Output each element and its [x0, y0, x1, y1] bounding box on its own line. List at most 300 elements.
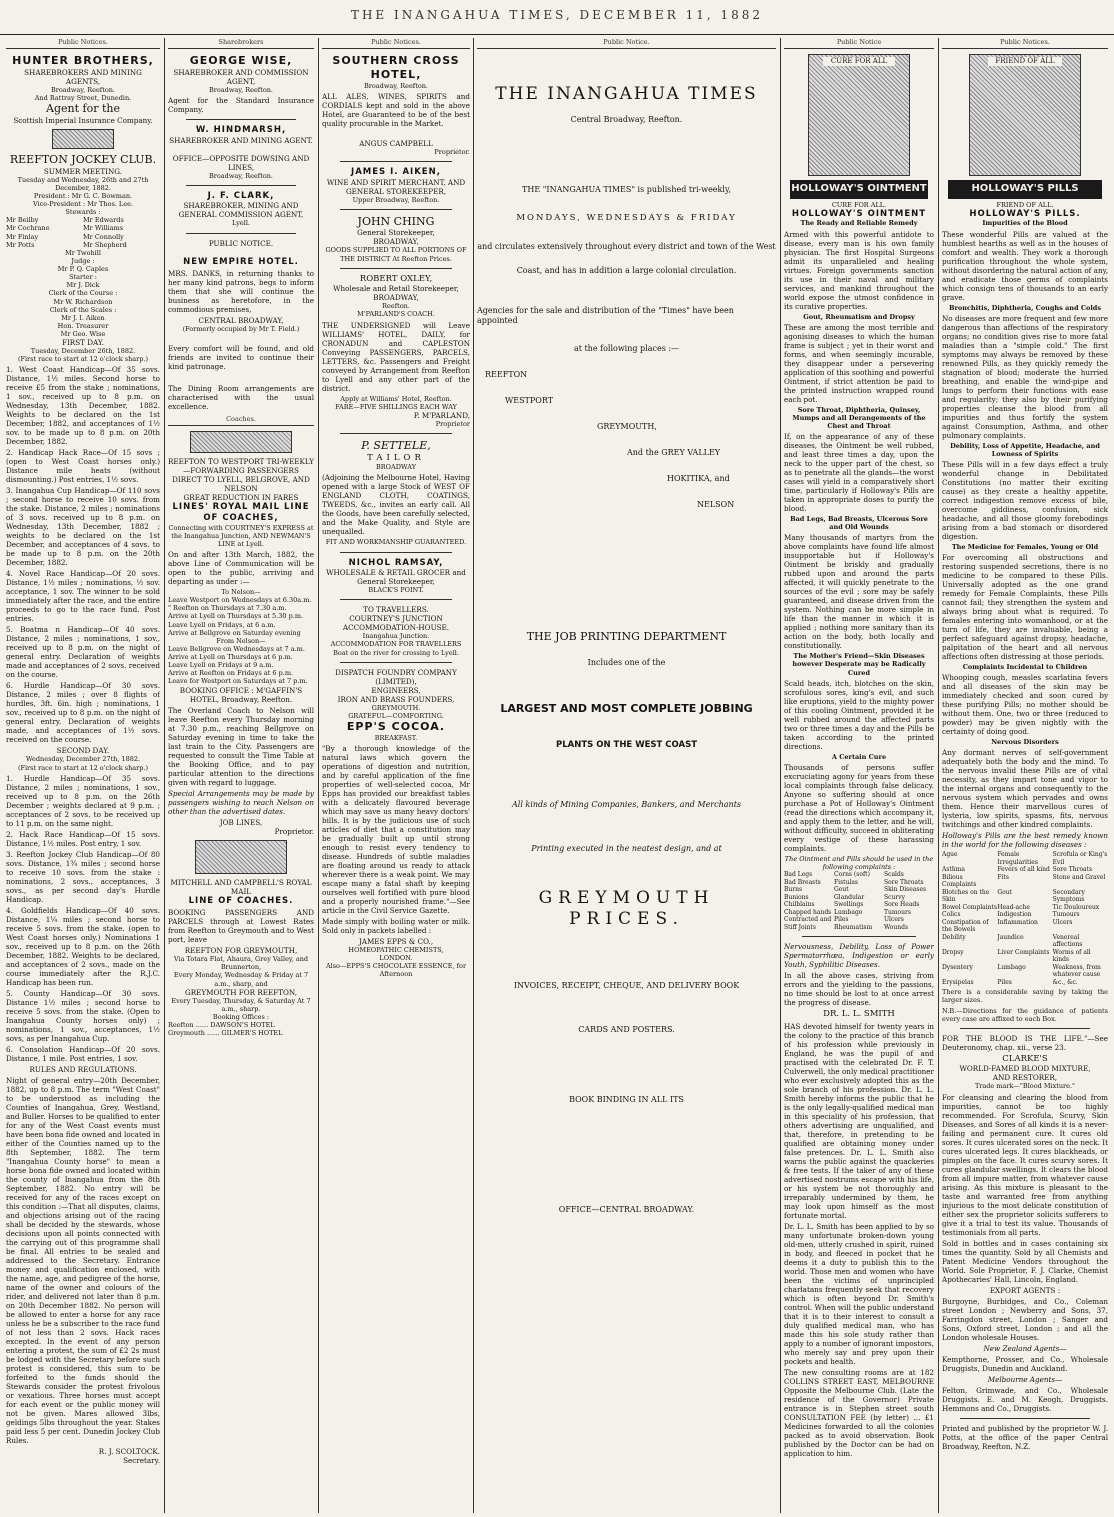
first-day-races: [6, 365, 160, 744]
race-entry: 2. Handicap Hack Race—Of 15 sovs ; (open to West Coast horses only.) Distance mile heats (without dismounting.) Post entries, 1½ sovs.: [6, 448, 160, 485]
times-circulation-2: Coast, and has in addition a large colonial circulation.: [516, 266, 737, 275]
wise-agent: Agent for the Standard Insurance Company.: [168, 96, 314, 114]
hunter-title: HUNTER BROTHERS,: [12, 54, 154, 68]
times-office: OFFICE—CENTRAL BROADWAY.: [558, 1204, 695, 1214]
column-4: [477, 38, 776, 1513]
foundry-title: DISPATCH FOUNDRY COMPANY (LIMITED),: [335, 667, 457, 686]
steward: Mr Beilby: [6, 216, 39, 225]
divider: [802, 936, 916, 937]
pills-text: No diseases are more frequent and few more dangerous than affections of the respiratory organs; no condition gives rise to more fatal maladies than a "simple cold." The first symptoms may always be removed by these renowned Pills, as they quickly remedy the stagnation of blood; moderate the hurried breathing, and enable the wind-pipe and lungs to perform their functions with ease and regularity; they also by their purifying properties cleanse the blood from all impurities and thus fortify the system against Consumption, Asthma, and other pulmonary complaints.: [942, 313, 1108, 440]
secretary-name: R. J. SCOLTOCK.: [98, 1446, 160, 1456]
remedy-text: Thousands of persons suffer excruciating agony for years from these local complaints through false delicacy. Anyone so suffering should at once purchase a Pot of Holloway's Ointment (read the directions which accompany it, and apply them to the letter, and he will, without difficulty, succeed in obliterating every vestige of these harassing complaints.: [784, 762, 934, 853]
tailor-guarantee: FIT AND WORKMANSHIP GUARANTEED.: [325, 538, 467, 547]
hunter-addr2: And Rattray Street, Dunedin.: [34, 94, 132, 102]
horse-icon: [52, 129, 114, 149]
doctor-text: HAS devoted himself for twenty years in the colony to the practice of this branch of his profession while previously in England, he was the pupil of and practised with the celebrated Dr. F. T. Culverwell, the only medical practitioner who ever exclusively adopted this as the sole branch of his profession. Dr. L. L. Smith hereby informs the public that he is the only legally-qualified medical man in this speciality of his profession, that others advertising are unqualified, and that, therefore, in pretending to be qualified are obtaining money under false pretences. Dr. L. L. Smith also warns the public against the quackeries & free tests. If the taker of any of these advertised nostrums escape with his life, or his system be not thoroughly and irreparably undermined by them, he may look upon himself as the most fortunate mortal.: [784, 1021, 934, 1220]
ointment-banner: HOLLOWAY'S OINTMENT: [790, 180, 928, 199]
ching-title: JOHN CHING: [357, 214, 435, 228]
first-day-heading: FIRST DAY.: [61, 338, 104, 348]
pills-text: These Pills will in a few days effect a truly wonderful change in Debilitated Constitutions (no matter their exciting cause) as they create a healthy appetite, correct indigestion remove excess of bile, overcome giddiness, confusion, sick headache, and all those gloomy forebodings arising from a bad stomach or disordered digestion.: [942, 459, 1108, 541]
office-greymouth: Greymouth ...... GILMER'S HOTEL: [168, 1029, 283, 1038]
scales-name: Mr J. I. Aiken: [61, 313, 105, 322]
epps-also: Also—EPPS'S CHOCOLATE ESSENCE, for Afternoon: [325, 962, 467, 979]
race-entry: 6. Hurdle Handicap—Of 30 sovs. Distance, 2 miles ; over 8 flights of hurdles, 3ft. 6in. high ; nominations, 1 sov., received up to 8 p.m. on the night of general entry. Declaration of weights made, and acceptances of 1½ sovs. received on the course.: [6, 681, 160, 745]
disease-item: Stone and Gravel: [1052, 873, 1106, 881]
foundry-town: GREYMOUTH.: [371, 703, 421, 712]
column-rule: [938, 38, 939, 1513]
steward: Mr Connolly: [83, 232, 124, 241]
race-entry: 6. Consolation Handicap—Of 20 sovs. Distance, 1 mile. Post entries, 1 sov.: [6, 1044, 160, 1063]
hindmarsh-addr: Broadway, Reefton.: [209, 171, 273, 180]
timetable-line: Leave Lyell on Fridays at 9 a.m.: [168, 661, 274, 670]
steward: Mr Shepherd: [83, 240, 127, 249]
agency-town: GREYMOUTH,: [597, 422, 657, 431]
courtney-title: COURTNEY'S JUNCTION ACCOMMODATION-HOUSE.: [342, 614, 450, 633]
export-agents: Burgoyne, Burbidges, and Co., Coleman street London ; Newberry and Sons, 37, Farringdon street, London ; Sanger and Sons, Oxford street, London ; and all the London wholesale Houses.: [942, 1296, 1108, 1342]
pills-text: These wonderful Pills are valued at the humblest hearths as well as in the houses of comfort and wealth. They work a thorough purification throughout the whole system, without disordering the natural action of any, and eradicate those germs of complaints which consign tens of thousands to an early grave.: [942, 229, 1108, 302]
agency-town: NELSON: [697, 500, 735, 509]
agency-town: HOKITIKA, and: [667, 474, 730, 483]
column-header: Public Notices.: [322, 38, 470, 49]
wise-addr: Broadway, Reefton.: [209, 85, 273, 94]
second-day-start: (First race to start at 12 o'clock sharp.): [17, 763, 149, 772]
mparland-fare: FARE—FIVE SHILLINGS EACH WAY: [335, 402, 457, 411]
remedy-text: Scald heads, itch, blotches on the skin, scrofulous sores, king's evil, and such like eruptions, yield to the mighty power of this cooling Ointment, provided it be well rubbed around the affected parts two or three times a day and the Pills be taken according to the printed directions.: [784, 678, 934, 751]
secretary-role: Secretary.: [123, 1455, 160, 1465]
proprietor-role: Proprietor.: [274, 826, 314, 836]
courtney-boat: Boat on the river for crossing to Lyell.: [333, 648, 459, 657]
steward: Mr Finlay: [6, 232, 39, 241]
remedy-text: These are among the most terrible and agonising diseases to which the human frame is subject ; yet in their worst and forms, and when seemingly incurable, they disappear under a persevering application of this soothing and powerful Ointment, if strict attention be paid to the printed instruction wrapped round each pot.: [784, 322, 934, 404]
disease-item: Debility: [942, 933, 966, 941]
clarke-text-2: Sold in bottles and in cases containing six times the quantity. Sold by all Chemists and Patent Medicine Vendors throughout the World. Sole Proprietor, F. J. Clarke, Chemist Apothecaries' Hall, Lincoln, England.: [942, 1238, 1108, 1284]
pills-text: Whooping cough, measles scarlatina fevers and all diseases of the skin may be immediately checked and soon cured by these purifying Pills; no mother should be without them. One, two or three (reduced to powder) may be given nightly with the certainty of doing good.: [942, 673, 1108, 737]
coach-icon: [190, 431, 292, 453]
complaint-item: Chapped hands: [784, 908, 832, 916]
greymouth-for-reefton: GREYMOUTH FOR REEFTON,: [184, 987, 298, 997]
complaint-item: Scalds: [884, 871, 904, 878]
clarke-trademark: Trade mark—"Blood Mixture.": [974, 1082, 1076, 1091]
southern-cross-addr: Broadway, Reefton.: [364, 81, 428, 90]
clarke-title-2: WORLD-FAMED BLOOD MIXTURE,: [959, 1064, 1091, 1074]
hunter-addr1: Broadway, Reefton.: [51, 85, 115, 94]
booking-offices: Booking Offices :: [212, 1012, 270, 1021]
pills-seal-text: FRIEND OF ALL: [988, 57, 1062, 66]
overland-text: The Overland Coach to Nelson will leave Reefton every Thursday morning at 7.30 p.m., reaching Bellgrove on Saturday evening in time to take the last train to the City. Passengers are requested to consult the Time Table at the Booking Office, and to pay particular attention to the directions given with regard to luggage.: [168, 705, 314, 787]
doctor-title: DR. L. L. SMITH: [823, 1009, 895, 1019]
race-entry: 3. Reefton Jockey Club Handicap—Of 80 sovs. Distance, 1¾ miles ; second horse to receive 10 sovs. from the stake : nominations, 2 sovs., acceptances, 3 sovs., as per second day's Hurdle Handicap.: [6, 849, 160, 904]
complaint-item: Corns (soft): [834, 871, 870, 878]
president: President : Mr G. C. Bowman.: [33, 191, 133, 200]
diseases-list: [942, 851, 1108, 986]
disease-item: Dysentery: [942, 963, 973, 971]
times-agencies: Agencies for the sale and distribution of the "Times" have been appointed: [477, 306, 734, 325]
clark-addr: Lyell.: [232, 219, 250, 228]
times-addr: Central Broadway, Reefton.: [570, 115, 683, 125]
disease-item: Bilious Complaints: [942, 873, 977, 889]
timetable-line: Leave Bellgrove on Wednesdays at 7 a.m.: [168, 644, 305, 653]
timetable-to-nelson: [168, 596, 314, 637]
hygeia-figure-icon: [808, 54, 910, 176]
aiken-title: JAMES I. AIKEN,: [351, 166, 441, 177]
epps-breakfast: BREAKFAST.: [374, 733, 418, 742]
job-binding: BOOK BINDING IN ALL ITS: [569, 1094, 684, 1104]
from-nelson-heading: From Nelson—: [216, 636, 266, 645]
settele-title: P. SETTELE,: [361, 438, 431, 452]
empire-hotel-text: MRS. DANKS, in returning thanks to her many kind patrons, begs to inform them that she will continue the business as heretofore, in the commodious premises,: [168, 269, 314, 315]
empire-hotel-addr: CENTRAL BROADWAY,: [198, 316, 284, 326]
complaint-item: Wounds: [884, 923, 909, 931]
hindmarsh-sub: SHAREBROKER AND MINING AGENT.: [169, 135, 313, 145]
southern-cross-title: SOUTHERN CROSS HOTEL,: [332, 54, 460, 81]
job-printing-title: THE JOB PRINTING DEPARTMENT: [526, 630, 727, 643]
complaint-item: Fistulas: [834, 878, 859, 886]
complaints-heading: The Ointment and Pills should be used in the following complaints :: [784, 854, 934, 871]
empire-hotel-former: (Formerly occupied by Mr T. Field.): [182, 325, 300, 334]
wise-sub: SHAREBROKER AND COMMISSION AGENT,: [173, 67, 309, 86]
britannia-figure-icon: [969, 54, 1081, 176]
column-6: [942, 38, 1108, 1513]
oxley-town: Reefton.: [382, 302, 410, 311]
lines-title: LINES' ROYAL MAIL LINE OF COACHES,: [172, 502, 310, 523]
disease-item: Worms of all kinds: [1052, 948, 1091, 964]
pills-heading: Nervous Disorders: [991, 738, 1059, 747]
aiken-addr: Upper Broadway, Reefton.: [352, 195, 440, 204]
courtney-junction: Inangahua Junction.: [362, 632, 430, 641]
scales-label: Clerk of the Scales :: [49, 305, 117, 314]
courtney-accommodation: ACCOMMODATION FOR TRAVELLERS: [330, 640, 462, 649]
column-header: Public Notice: [784, 38, 934, 49]
disease-item: Sore Throats: [1052, 866, 1093, 874]
job-includes: Includes one of the: [587, 657, 666, 667]
first-day-start: (First race to start at 12 o'clock sharp.): [17, 355, 149, 364]
agency-town: And the GREY VALLEY: [627, 448, 721, 457]
divider: [340, 209, 452, 210]
vice-president: Vice-President : Mr Thos. Lee.: [32, 200, 134, 208]
job-printing: Printing executed in the neatest design, and at: [531, 844, 722, 854]
job-invoices: INVOICES, RECEIPT, CHEQUE, AND DELIVERY BOOK: [513, 980, 740, 990]
hindmarsh-office: OFFICE—OPPOSITE DOWSING AND LINES,: [172, 153, 310, 172]
nz-heading: New Zealand Agents—: [983, 1343, 1067, 1353]
timetable-from-nelson: [168, 645, 314, 686]
melbourne-agents: Felton, Grimwade, and Co., Wholesale Druggists. E. and M. Keogh, Druggists. Hemmons and Co., Druggists.: [942, 1385, 1108, 1413]
disease-item: Ague: [942, 851, 958, 859]
divider: [186, 119, 296, 120]
campbell-role: Proprietor.: [434, 147, 470, 156]
stagecoach-icon: [195, 840, 287, 874]
tailor-addr: BROADWAY: [376, 463, 416, 472]
hunter-sub: SHAREBROKERS AND MINING AGENTS,: [24, 67, 142, 86]
column-rule: [164, 38, 165, 1513]
column-rule: [780, 38, 781, 1513]
timetable-line: Leave Lyell on Fridays, at 6 a.m.: [168, 620, 276, 629]
pills-heading: Complaints Incidental to Children: [962, 663, 1088, 671]
timetable-line: Leave for Westport on Saturdays at 7 p.m.: [168, 677, 308, 686]
column-header: Sharebrokers: [168, 38, 314, 49]
mparland-apply: Apply at Williams' Hotel, Reefton.: [340, 394, 452, 403]
pills-text: Any dormant nerves of self-government adequately both the body and the mind. To the nervous invalid these Pills are of vital necessity, as they impart tone and vigor to the internal organs and consequently to the nervous system which pervades and owns them. Hence their marvellous cures of lysteria, low spirits, spasms, fits, nervous twitchings and other kindred complaints.: [942, 748, 1108, 830]
mparland-name: P. M'PARLAND,: [413, 410, 470, 420]
disease-item: Tic Douloureux: [1052, 903, 1100, 911]
complaint-item: Glandular: [834, 893, 865, 901]
pills-text: For overcoming all obstructions and restoring suspended secretions, there is no medicine to be compared to these Pills. Universally adopted as the one grand remedy for Female Complaints, these Pills cannot fail; they strengthen the system and always bring about what is required. To females entering into womanhood, or at the turn of life, they are invaluable, being a perfect safeguard against dropsy, headache, palpitation of the heart and all nervous affections often distressing at those periods.: [942, 553, 1108, 661]
epps-company: JAMES EPPS & CO.,: [358, 936, 434, 946]
divider: [340, 161, 452, 162]
ointment-cure: CURE FOR ALL.: [831, 200, 887, 209]
race-entry: 3. Inangahua Cup Handicap—Of 110 sovs ; second horse to receive 10 sovs. from the stake. Distance, 2 miles ; nominations of 3 sovs. received up to 8 p.m. on Wednesday, 13th December, 1882 ; weights to be declared on the 1st December, and acceptances of 4 sovs. to be made up to 8 p.m. on the 20th December, 1882.: [6, 486, 160, 568]
epps-role: HOMEOPATHIC CHEMISTS,: [348, 945, 444, 954]
timetable-line: Arrive at Reefton on Fridays at 6 p.m.: [168, 669, 294, 678]
empire-hotel-comfort: Every comfort will be found, and old friends are invited to continue their kind patronage.: [168, 344, 314, 372]
column-2: [168, 38, 314, 1513]
divider: [340, 552, 452, 553]
timetable-line: Arrive at Lyell on Thursdays at 6 p.m.: [168, 653, 293, 661]
mitchell-coaches: LINE OF COACHES.: [188, 895, 294, 906]
disease-item: Fits: [997, 873, 1009, 881]
complaint-item: Gout: [834, 886, 849, 893]
disease-item: Colics: [942, 911, 961, 919]
second-day-races: [6, 774, 160, 1063]
steward: Mr Potts: [6, 240, 35, 249]
wise-title: GEORGE WISE,: [189, 54, 293, 68]
disease-item: Jaundice: [997, 933, 1024, 941]
remedy-text: If, on the appearance of any of these diseases, the Ointment be well rubbed, and least three times a day, upon the neck to the upper part of the chest, so as to penetrate all the glands—the worst cases will yield in a comparatively short time, particularly if Holloway's Pills are taken in appropriate doses to purify the blood.: [784, 432, 934, 513]
oxley-title: ROBERT OXLEY,: [359, 273, 433, 284]
job-largest: LARGEST AND MOST COMPLETE JOBBING: [500, 701, 753, 715]
job-plants: PLANTS ON THE WEST COAST: [556, 739, 697, 750]
pills-heading: Debility, Loss of Appetite, Headache, and Lowness of Spirits: [950, 441, 1100, 458]
times-published: THE "INANGAHUA TIMES" is published tri-weekly,: [522, 185, 731, 195]
complaint-item: Contracted and: [784, 916, 832, 923]
divider: [340, 268, 452, 269]
timetable-line: " Reefton on Thursdays at 7.30 a.m.: [168, 604, 287, 613]
column-header: Public Notices.: [942, 38, 1108, 49]
ramsay-sub: WHOLESALE & RETAIL GROCER and General Storekeeper,: [326, 568, 466, 587]
remedy-heading: A Certain Cure: [831, 752, 887, 761]
club-title: REEFTON JOCKEY CLUB.: [9, 152, 157, 166]
hindmarsh-title: W. HINDMARSH,: [195, 125, 287, 135]
epps-title: EPP'S COCOA.: [346, 719, 446, 733]
starter-label: Starter :: [69, 273, 97, 282]
ointment-head: HOLLOWAY'S OINTMENT: [791, 208, 927, 219]
treasurer-label: Hon. Treasurer: [57, 321, 109, 330]
hunter-agent2: Scottish Imperial Insurance Company.: [13, 115, 153, 125]
lines-text: On and after 13th March, 1882, the above Line of Communication will be open to the public, arriving and departing as under :—: [168, 550, 314, 586]
remedy-text: Armed with this powerful antidote to disease, every man is his own family physician. The first Hospital Surgeons admit its unparalleled and healing virtues. Foreign governments sanction its use in their naval and military services, and mankind throughout the world expose the utmost confidence in its curative properties.: [784, 229, 934, 311]
special-arrangements: Special Arrangements may be made by passengers wishing to reach Nelson on other than the advertised dates.: [168, 788, 314, 816]
clerk-label: Clerk of the Course :: [48, 289, 118, 298]
disease-item: Fevers of all kind: [997, 866, 1050, 874]
remedy-heading: The Ready and Reliable Remedy: [800, 219, 918, 228]
judge-name: Mr P. Q. Caples: [57, 265, 109, 273]
hunter-agent: Agent for the: [46, 102, 120, 116]
job-kinds: All kinds of Mining Companies, Bankers, and Merchants: [511, 800, 742, 810]
disease-item: Liver Complaints: [997, 948, 1050, 956]
agency-town: REEFTON: [485, 370, 528, 379]
masthead: [0, 0, 1114, 35]
ramsay-addr: BLACK'S POINT.: [368, 586, 424, 595]
complaint-item: Sore Heads: [884, 901, 920, 908]
masthead-title: THE INANGAHUA TIMES, DECEMBER 11, 1882: [350, 8, 764, 22]
column-header: Public Notice.: [477, 38, 776, 49]
complaint-item: Bad Breasts: [784, 878, 821, 886]
judge-label: Judge :: [71, 256, 95, 265]
divider: [186, 233, 296, 234]
race-entry: 1. West Coast Handicap—Of 35 sovs. Distance, 1½ miles. Second horse to receive £5 from the stake ; nominations, 1 sov., received up to 8 p.m. on Wednesday, 13th December, 1882. Weights to be declared on the 1st December, 1882, and acceptances of 1½ sov. to be made up to 8 p.m. on 20th December, 1882.: [6, 365, 160, 447]
pills-note: There is a considerable saving by taking the larger sizes.: [942, 988, 1108, 1005]
disease-item: Dropsy: [942, 948, 964, 956]
steward: Mr Cochrane: [6, 224, 50, 233]
pills-banner: HOLLOWAY'S PILLS: [948, 180, 1102, 199]
doctor-text-2: Dr. L. L. Smith has been applied to by so many unfortunate broken-down young old-men, utterly crushed in spirit, ruined in body, and fleeced in pocket that he deems it a duty to publish this to the world. Those men and women who have been the victims of unprincipled charlatans frequently seek that recovery which is often beyond Dr. Smith's control. When will the public understand that it is to their interest to consult a duly qualified medical man, who has made this his sole study rather than apply to a number of ignorant impostors, who merely say and prey upon their pockets and health.: [784, 1221, 934, 1366]
second-day-heading: SECOND DAY.: [56, 746, 110, 756]
disease-item: Inflammation: [997, 918, 1038, 926]
column-rule: [473, 38, 474, 1513]
disease-item: Blotches on the Skin: [942, 888, 990, 904]
complaint-item: Bad Legs: [784, 871, 813, 878]
divider: [340, 662, 452, 663]
empire-hotel-title: NEW EMPIRE HOTEL.: [183, 256, 299, 267]
complaint-item: Lumbago: [834, 908, 863, 916]
disease-item: Constipation of the Bowels: [942, 918, 989, 934]
remedy-heading: Gout, Rheumatism and Dropsy: [803, 312, 915, 321]
disease-item: Weakness, from whatever cause: [1052, 963, 1101, 979]
disease-item: Scrofula or King's Evil: [1052, 851, 1108, 866]
complaint-item: Burns: [784, 886, 803, 893]
disease-item: Head-ache: [997, 903, 1030, 911]
southern-cross-text: ALL ALES, WINES, SPIRITS and CORDIALS kept and sold in the above Hotel, are Guaranteed to be of the best quality procurable in the Market.: [322, 91, 470, 128]
divider: [960, 1418, 1090, 1419]
clark-title: J. F. CLARK,: [207, 190, 275, 201]
complaint-item: Rheumatism: [834, 923, 873, 931]
pills-friend: FRIEND OF ALL.: [996, 200, 1054, 209]
booking-office: BOOKING OFFICE : M'GAFFIN'S HOTEL, Broadway, Reefton.: [179, 685, 303, 704]
greymouth-days: Every Tuesday, Thursday, & Saturday At 7 a.m., sharp.: [171, 996, 311, 1013]
remedy-heading: Bad Legs, Bad Breasts, Ulcerous Sore and Old Wounds: [790, 515, 928, 532]
complaint-item: Sore Throats: [884, 878, 924, 886]
imprint: Printed and published by the proprietor W. J. Potts, at the office of the paper Central Broadway, Reefton, N.Z.: [942, 1423, 1108, 1451]
agency-towns: [477, 370, 776, 510]
agency-town: WESTPORT: [505, 396, 554, 405]
oxley-addr: BROADWAY,: [373, 293, 419, 303]
pills-head: HOLLOWAY'S PILLS.: [969, 208, 1081, 219]
complaint-item: Stiff Joints: [784, 923, 816, 931]
times-days: MONDAYS, WEDNESDAYS & FRIDAY: [516, 213, 737, 224]
travellers-heading: TO TRAVELLERS.: [363, 605, 429, 615]
timetable-line: Arrive at Bellgrove on Saturday evening: [168, 628, 301, 637]
oxley-sub: Wholesale and Retail Storekeeper,: [333, 284, 459, 294]
complaint-item: Ulcers: [884, 916, 904, 923]
fare-reduction: GREAT REDUCTION IN FARES: [183, 493, 299, 503]
clarke-text: For cleansing and clearing the blood from impurities, cannot be too highly recommended. For Scrofula, Scurvy, Skin Diseases, and Sores of all kinds it is a never-failing and permanent cure. It cures old sores. It cures ulcerated sores on the neck. It cures ulcerated legs. It cures blackheads, or pimples on the face. It cures scurvy sores. It cures glandular swellings. It clears the blood from all impure matter, from whatever cause arising. As this mixture is pleasant to the taste and warranted free from anything injurious to the most delicate constitution of either sex the proprietor solicits sufferers to give it a trial to test its value. Thousands of testimonials from all parts.: [942, 1092, 1108, 1237]
job-cards: CARDS AND POSTERS.: [578, 1024, 675, 1034]
disease-item: Gout: [997, 888, 1013, 896]
clarke-title-3: AND RESTORER,: [992, 1073, 1058, 1083]
reefton-for-greymouth: REEFTON FOR GREYMOUTH,: [184, 946, 298, 956]
foundry-engineers: ENGINEERS,: [371, 685, 421, 695]
rules-heading: RULES AND REGULATIONS.: [29, 1064, 137, 1074]
greymouth-prices: GREYMOUTH PRICES.: [538, 888, 715, 930]
ching-text: GOODS SUPPLIED TO ALL PORTIONS OF THE DISTRICT At Reefton Prices.: [325, 246, 467, 263]
mitchell-via: Via Totara Flat, Ahaura, Grey Valley, and Brunnerton,: [173, 955, 309, 972]
lines-sub: Connecting with COURTNEY'S EXPRESS at the Inangahua Junction, AND NEWMAN'S LINE at Lyell.: [168, 523, 314, 548]
race-entry: 1. Hurdle Handicap—Of 35 sovs. Distance, 2 miles ; nominations, 1 sov., received up to 8 p.m. on the 26th December ; weights declared at 9 p.m. ; acceptances of 2 sovs. to be received up to 11 p.m. on the same night.: [6, 773, 160, 828]
starter-name: Mr J. Dick: [66, 281, 100, 290]
disease-item: Venereal affections: [1052, 933, 1083, 949]
column-header: Public Notices.: [6, 38, 160, 49]
race-entry: 5. Boatma n Handicap—Of 40 sovs. Distance, 2 miles ; nominations, 1 sov., received up to 8 p.m. on the night of general entry. Declaration of weights made and acceptances of 2 sovs. received on the course.: [6, 625, 160, 680]
remedy-text: Many thousands of martyrs from the above complaints have found life almost insupportable but if Holloway's Ointment be briskly and gradually rubbed upon and around the parts affected, it will quickly penetrate to the sources of the evil ; sore may be safely guaranteed, and disease driven from the system. Nothing can be more simple in life than the manner in which it is applied ; nothing more sanitary than its action on the body, both locally and constitutionally.: [784, 533, 934, 651]
column-5: [784, 38, 934, 1513]
club-meeting: SUMMER MEETING.: [43, 166, 123, 176]
stewards-list: [6, 216, 160, 249]
nz-agents: Kempthorne, Prosser, and Co., Wholesale Druggists, Dunedin and Auckland.: [942, 1354, 1108, 1373]
divider: [340, 433, 452, 434]
epps-city: LONDON.: [379, 953, 413, 962]
club-dates: Tuesday and Wednesday, 26th and 27th December, 1882.: [17, 175, 149, 192]
mparland-text: THE UNDERSIGNED will Leave WILLIAMS' HOTEL, DAILY, for CRONADUN and CAPLESTON Conveying PASSENGERS, PARCELS, LETTERS, &c. Passengers and Freight conveyed by Arrangement from Reefton to Lyell and any other part of the district.: [322, 320, 470, 393]
divider: [186, 185, 296, 186]
remedy-heading: The Mother's Friend—Skin Diseases however Desperate may be Radically Cured: [792, 652, 926, 677]
times-places: at the following places :—: [573, 344, 680, 353]
complaint-item: Tumours: [884, 908, 911, 916]
second-day-date: Wednesday, December 27th, 1882.: [25, 755, 141, 764]
disease-item: Erysipelas: [942, 978, 974, 986]
complaint-item: Piles: [834, 916, 849, 923]
ching-addr: BROADWAY,: [373, 237, 419, 247]
mitchell-text: BOOKING PASSENGERS AND PARCELS through at Lowest Rates from Reefton to Greymouth and to West port, leave: [168, 908, 314, 945]
campbell-name: ANGUS CAMPBELL: [359, 138, 433, 148]
blood-quote: FOR THE BLOOD IS THE LIFE."—See Deuteronomy, chap. xii., verse 23.: [942, 1033, 1108, 1052]
mparland-heading: M'PARLAND'S COACH.: [357, 310, 435, 319]
divider: [960, 1028, 1090, 1029]
rules-text: Night of general entry—20th December, 1882, up to 8 p.m. The term "West Coast" to be understood as including the Counties of Inangahua, Grey, Westland, and Buller. Horses to be qualified to enter for any of the West Coast events must have been bona fide owned and located in either of the Counties named up to the 8th September, 1882. The term "Inangahua County horse" to mean a horse bona fide owned and located within the county of Inangahua from the 8th September, 1882. No entry will be received for any of the races except on this condition :—That all disputes, claims, and objections arising out of the racing shall be decided by the stewards, whose decisions upon all points connected with the carrying out of this programme shall be final. All entries to be sealed and addressed to the Secretary. Entrance money and qualification enclosed, with the name, age, and pedigree of the horse, name of the owner and colours of the rider, and delivered not later than 8 p.m. on 20th December 1882. No person will be allowed to enter a horse for any race unless he be a subscriber to the race fund of not less than 2 sovs. Hack races excepted. In the event of any person entering a protest, the sum of £2 2s must be lodged with the Secretary before such protest is considered, this sum to be forfeited to the funds should the Stewards consider the protest frivolous or vexatious. Three horses must accept for each event or the public money will not be given. Mares allowed 3lbs, geldings 5lbs throughout the year. Stakes paid less 5 per cent. Dunedin Jockey Club Rules.: [6, 1075, 160, 1445]
disease-item: Tumours: [1052, 911, 1080, 919]
race-entry: 2. Hack Race Handicap—Of 15 sovs. Distance, 1½ miles. Post entry, 1 sov.: [6, 829, 160, 848]
ramsay-title: NICHOL RAMSAY,: [348, 557, 444, 568]
disease-item: &c., &c.: [1052, 978, 1078, 986]
to-nelson-heading: To Nelson—: [221, 588, 261, 596]
foundry-iron: IRON AND BRASS FOUNDERS,: [337, 694, 455, 704]
clarke-title: CLARKE'S: [1002, 1053, 1048, 1064]
remedy-heading: Sore Throat, Diphtheria, Quinsey, Mumps and all Derangements of the Chest and Throat: [792, 405, 926, 430]
nervousness-text: In all the above cases, striving from errors and the yielding to the passions, no time should be lost to at once arrest the progress of disease.: [784, 971, 934, 1007]
divider: [340, 599, 452, 600]
empire-hotel-dining: The Dining Room arrangements are characterised with the usual excellence.: [168, 384, 314, 412]
treasurer-name: Mr Geo. Wise: [60, 330, 106, 338]
complaint-item: Chilblains: [784, 901, 815, 908]
pills-heading: The Medicine for Females, Young or Old: [951, 542, 1099, 551]
coaches-heading: Coaches.: [168, 415, 314, 426]
race-entry: 5. County Handicap—Of 30 sovs. Distance 1½ miles ; second horse to receive 5 sovs. from the stake. (Open to Inangahua County horses only) ; nominations, 1 sov., acceptances, 1½ sovs, as per Inangahua Cup.: [6, 988, 160, 1043]
ching-sub: General Storekeeper,: [357, 228, 435, 238]
tailor-text: (Adjoining the Melbourne Hotel, Having opened with a large Stock of WEST OF ENGLAND CLOTH, COATINGS, TWEEDS, &c., invites an early call. All the Goods, have been carefully selected, and the Make Quality, and Style are unequalled.: [322, 473, 470, 537]
tailor-heading: TAILOR: [367, 452, 425, 463]
stewards-heading: Stewards :: [65, 208, 101, 217]
steward: Mr Twohill: [65, 248, 101, 257]
pills-heading: Impurities of the Blood: [982, 219, 1068, 228]
complaint-item: Swellings: [834, 901, 864, 908]
epps-text: "By a thorough knowledge of the natural laws which govern the operations of digestion and nutrition, and by careful application of the fine properties of well-selected cocoa, Mr Epps has provided our breakfast tables with a delicately flavoured beverage which may save us many heavy doctors' bills. It is by the judicious use of such articles of diet that a constitution may be gradually built up until strong enough to resist every tendency to disease. Hundreds of subtle maladies are floating around us ready to attack wherever there is a weak point. We may escape many a fatal shaft by keeping ourselves well fortified with pure blood and a properly nourished frame."—See article in the Civil Service Gazette.: [322, 743, 470, 915]
doctor-text-3: The new consulting rooms are at 182 COLLINS STREET EAST, MELBOURNE Opposite the Melbourne Club. (Late the residence of the Governor) Private entrance is in Stephen street south CONSULTATION FEE (by letter) ... £1 Medicines forwarded to all the colonies packed as to avoid observation. Book published by the Doctor can be had on application to him.: [784, 1367, 934, 1458]
epps-made: Made simply with boiling water or milk. Sold only in packets labelled :: [322, 916, 470, 935]
epps-tagline: GRATEFUL—COMFORTING.: [348, 711, 444, 720]
complaint-item: Scurvy: [884, 893, 905, 901]
nervousness-heading: Nervousness, Debility, Loss of Power Spermatorrhœa, Indigestion or early Youth, Syphilitic Diseases.: [784, 942, 934, 969]
public-notice-heading: PUBLIC NOTICE.: [208, 238, 274, 248]
timetable-line: Arrive at Lyell on Thursdays at 5.30 p.m.: [168, 612, 304, 621]
disease-item: Asthma: [942, 866, 965, 874]
